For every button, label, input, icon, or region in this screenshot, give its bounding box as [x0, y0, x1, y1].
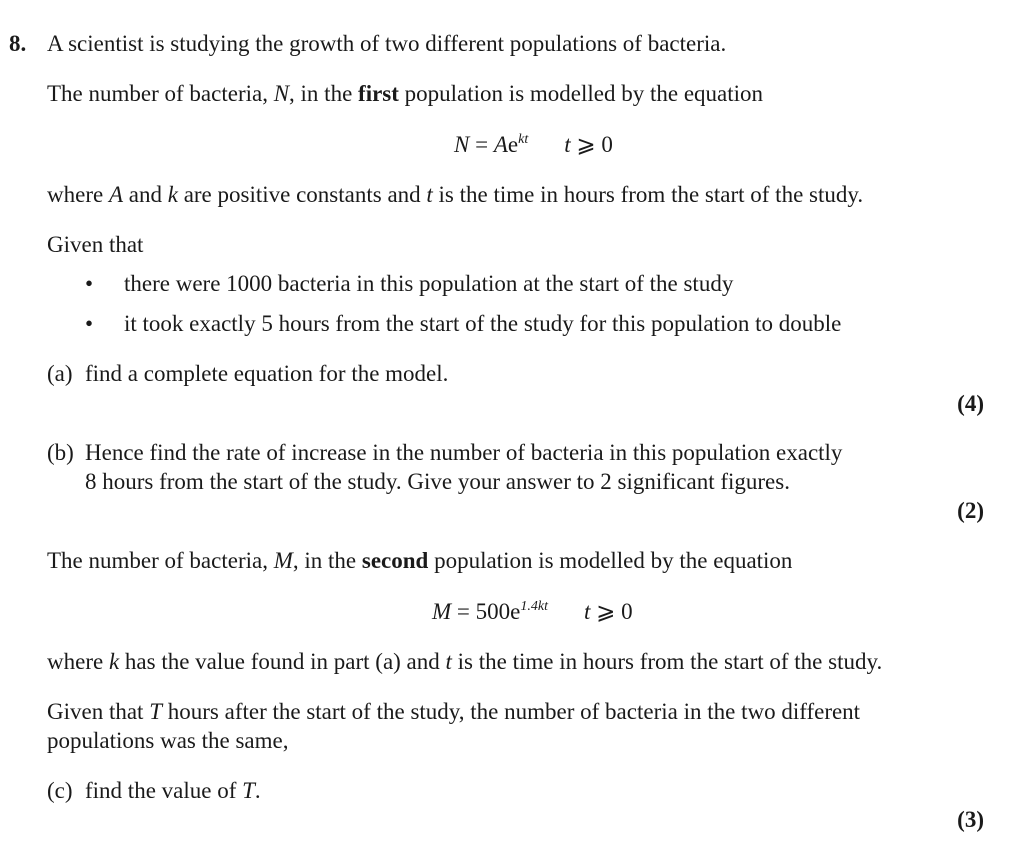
part-b-label: (b): [47, 440, 74, 465]
part-c-marks: (3): [957, 807, 984, 832]
equation-second-population: $M = 500e^{1.4kt}$ t ⩾ 0: [432, 599, 633, 624]
bullet-icon: •: [85, 311, 94, 336]
given-that-label: Given that: [47, 232, 144, 257]
question-intro: A scientist is studying the growth of two different populations of bacteria.: [47, 31, 727, 56]
bold-second: second: [361, 548, 429, 573]
bullet-icon: •: [85, 271, 94, 296]
bold-first: first: [358, 81, 399, 106]
part-a-text: find a complete equation for the model.: [85, 361, 449, 386]
part-b-text-line2: 8 hours from the start of the study. Give your answer to 2 significant figures.: [85, 469, 790, 494]
part-c-label: (c): [47, 778, 73, 803]
where-constants-sentence: where A and k are positive constants and t is the time in hours from the start of the study.: [47, 182, 864, 207]
part-a-label: (a): [47, 361, 73, 386]
var-N: N: [273, 81, 290, 106]
equation-first-population: $N = Ae^{kt}$ t ⩾ 0: [454, 132, 613, 157]
part-a-marks: (4): [957, 391, 984, 416]
part-b-text-line1: Hence find the rate of increase in the number of bacteria in this population exactly: [85, 440, 843, 465]
where-k-sentence: where k has the value found in part (a) and t is the time in hours from the start of the study.: [47, 649, 883, 674]
part-c-text: find the value of T.: [85, 778, 261, 803]
var-M: M: [273, 548, 293, 573]
question-number: 8.: [9, 31, 27, 56]
first-model-sentence: The number of bacteria, N, in the first population is modelled by the equation: [47, 81, 764, 106]
given-T-line1: Given that T hours after the start of the study, the number of bacteria in the two different: [47, 699, 861, 724]
part-b-marks: (2): [957, 498, 984, 523]
second-model-sentence: The number of bacteria, M, in the second population is modelled by the equation: [47, 548, 793, 573]
given-T-line2: populations was the same,: [47, 728, 289, 753]
